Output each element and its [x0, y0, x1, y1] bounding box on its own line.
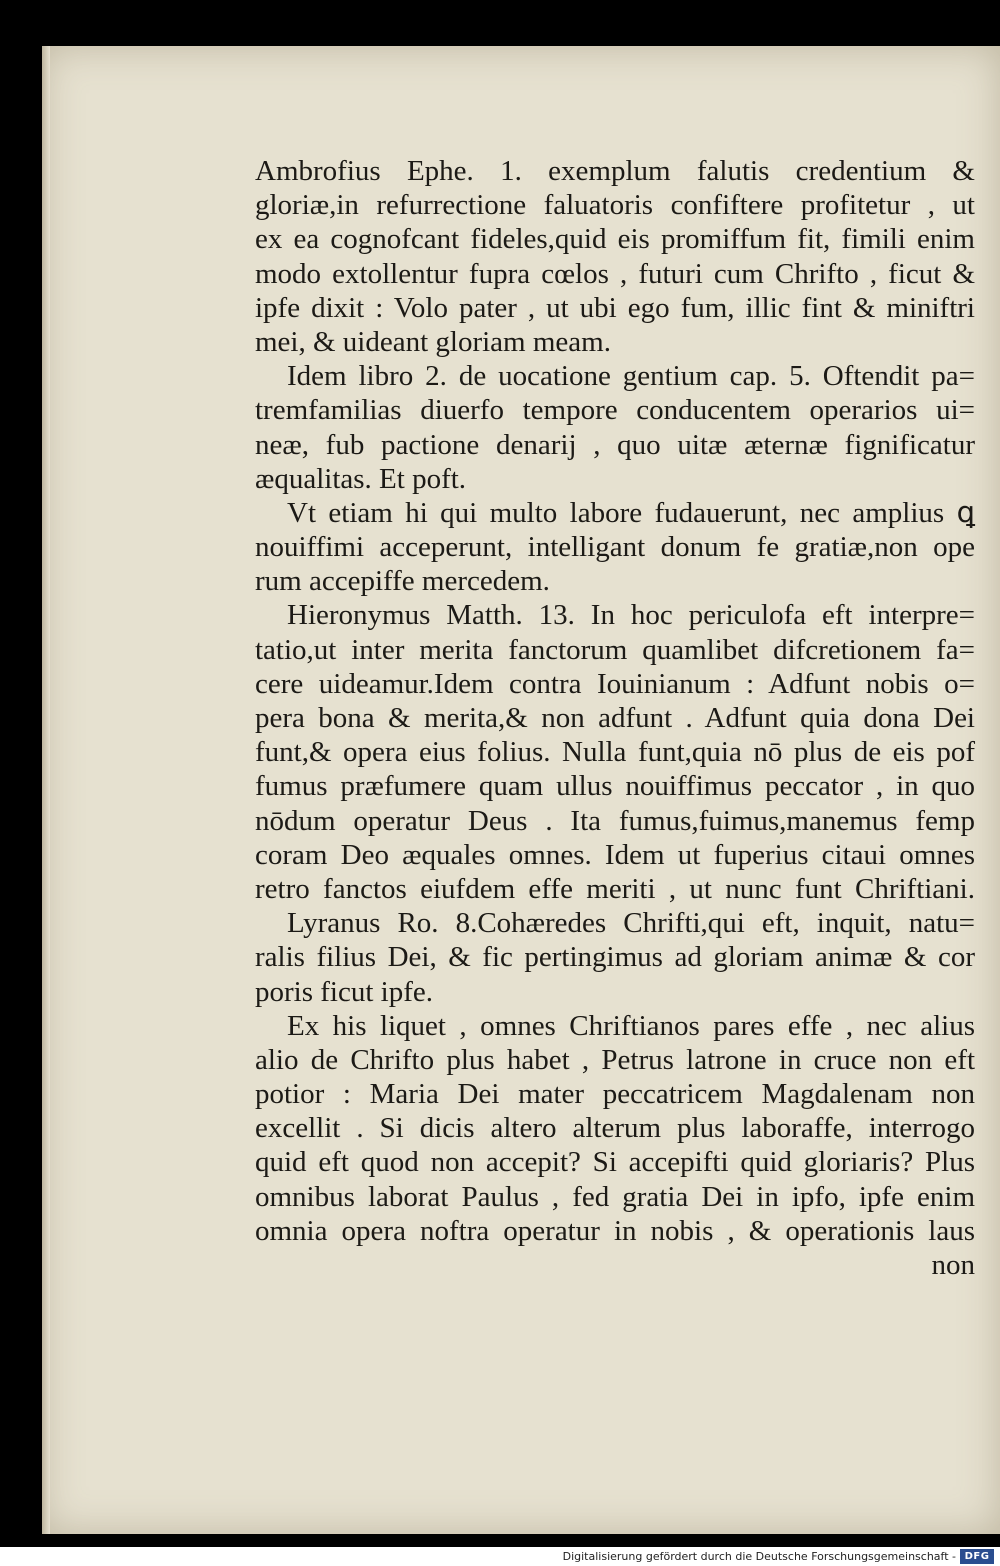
text-line: tremfamilias diuerfo tempore conducentem operarios ui= — [255, 394, 975, 427]
text-line: Hieronymus Matth. 13. In hoc periculofa eft interpre= — [287, 599, 975, 632]
text-line: æqualitas. Et poft. — [255, 462, 467, 495]
text-line: poris ficut ipfe. — [255, 975, 433, 1008]
text-line: funt,& opera eius folius. Nulla funt,quia nō plus de eis pof — [255, 736, 975, 769]
footer-credit: Digitalisierung gefördert durch die Deutsche Forschungsgemeinschaft - — [562, 1550, 956, 1563]
text-line: Idem libro 2. de uocatione gentium cap. 5. Oftendit pa= — [287, 360, 975, 393]
text-line: retro fanctos eiufdem effe meriti , ut nunc funt Chriftiani. — [255, 872, 975, 905]
text-line: ex ea cognofcant fideles,quid eis promiffum fit, fimili enim — [255, 223, 975, 256]
text-line: Ex his liquet , omnes Chriftianos pares effe , nec alius — [287, 1009, 975, 1042]
text-line: potior : Maria Dei mater peccatricem Magdalenam non — [255, 1078, 975, 1111]
text-line: Vt etiam hi qui multo labore fudauerunt, nec amplius ꝗ — [287, 496, 975, 529]
text-line: nōdum operatur Deus . Ita fumus,fuimus,manemus femp — [255, 804, 975, 837]
text-line: omnibus laborat Paulus , fed gratia Dei in ipfo, ipfe enim — [255, 1180, 975, 1213]
text-line: tatio,ut inter merita fanctorum quamlibet difcretionem fa= — [255, 633, 975, 666]
text-line: Ambrofius Ephe. 1. exemplum falutis credentium & — [255, 155, 975, 187]
catchword: non — [931, 1249, 975, 1281]
text-line: rum accepiffe mercedem. — [255, 565, 550, 598]
text-line: omnia opera noftra operatur in nobis , & operationis laus — [255, 1214, 975, 1247]
text-line: modo extollentur fupra cœlos , futuri cum Chrifto , ficut & — [255, 257, 975, 290]
text-line: alio de Chrifto plus habet , Petrus latrone in cruce non eft — [255, 1043, 975, 1076]
text-line: ralis filius Dei, & fic pertingimus ad gloriam animæ & cor — [255, 941, 975, 974]
text-line: cere uideamur.Idem contra Iouinianum : Adfunt nobis o= — [255, 667, 975, 700]
text-line: quid eft quod non accepit? Si accepifti quid gloriaris? Plus — [255, 1146, 975, 1179]
text-line: pera bona & merita,& non adfunt . Adfunt quia dona Dei — [255, 702, 975, 734]
dfg-logo-icon[interactable]: DFG — [960, 1549, 994, 1564]
text-line: Lyranus Ro. 8.Cohæredes Chrifti,qui eft, inquit, natu= — [287, 907, 975, 940]
text-line: neæ, fub pactione denarij , quo uitæ æternæ fignificatur — [255, 428, 975, 461]
text-line: ipfe dixit : Volo pater , ut ubi ego fum, illic fint & miniftri — [255, 291, 975, 324]
text-line: mei, & uideant gloriam meam. — [255, 325, 611, 358]
text-line: fumus præfumere quam ullus nouiffimus peccator , in quo — [255, 770, 975, 803]
text-line: coram Deo æquales omnes. Idem ut fuperius citaui omnes — [255, 838, 975, 871]
text-line: gloriæ,in refurrectione faluatoris confiftere profitetur , ut — [255, 189, 975, 222]
text-line: excellit . Si dicis altero alterum plus laboraffe, interrogo — [255, 1112, 975, 1145]
page-edge-shadow — [42, 46, 50, 1534]
page-text-block — [255, 154, 975, 1282]
text-line: nouiffimi acceperunt, intelligant donum fe gratiæ,non ope — [255, 531, 975, 564]
